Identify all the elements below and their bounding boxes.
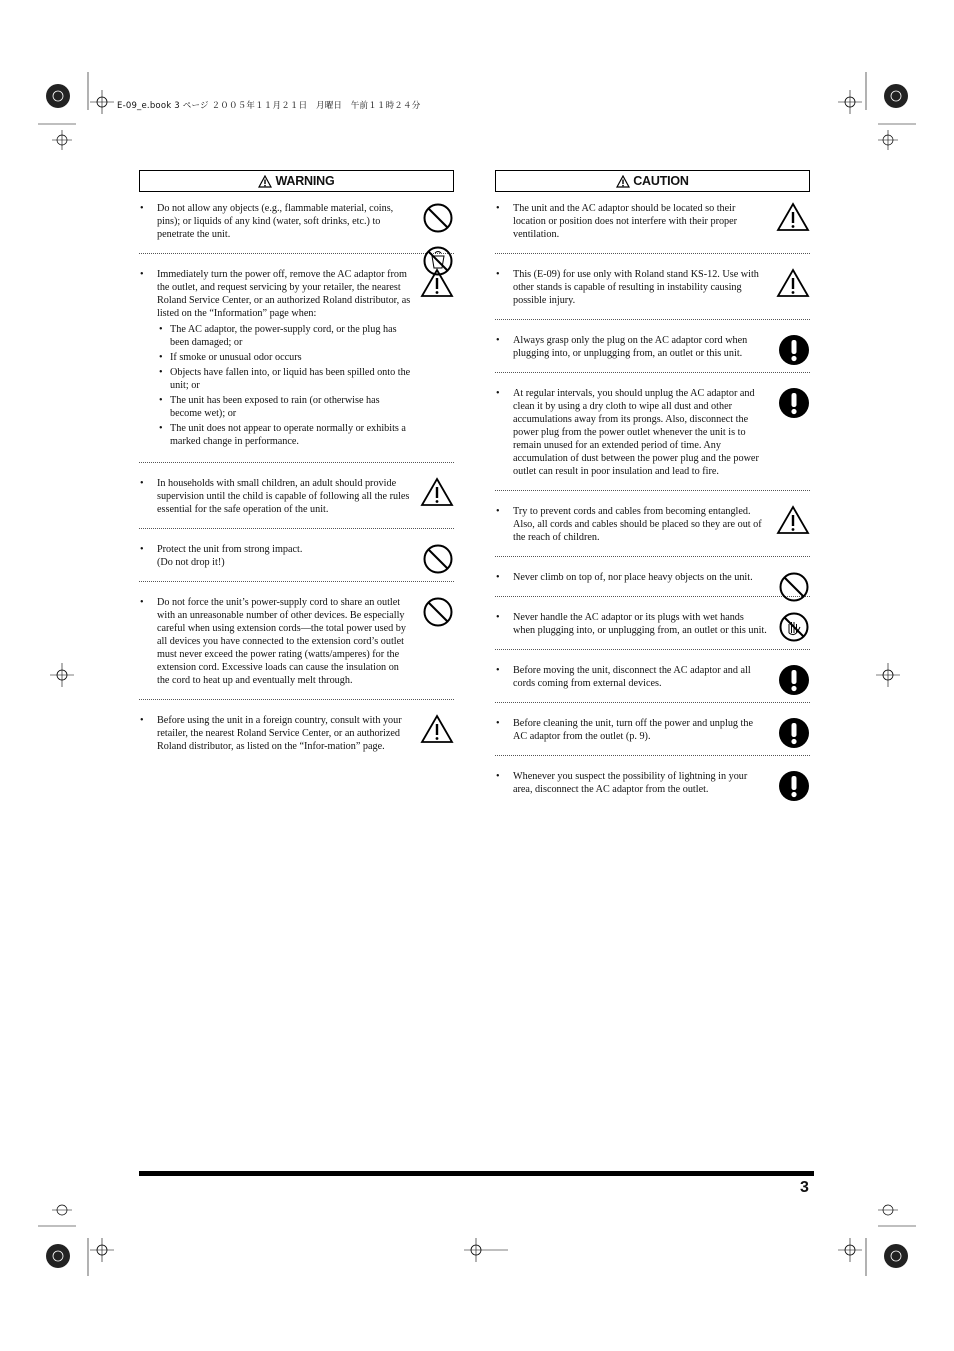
caution-triangle-icon <box>420 477 454 512</box>
caution-item-icons <box>778 611 810 648</box>
warning-item <box>139 582 454 700</box>
caution-triangle-icon <box>776 202 810 237</box>
warning-item <box>139 463 454 529</box>
warning-item-icons <box>422 596 454 633</box>
caution-item-icons <box>776 505 810 540</box>
warning-title: WARNING <box>275 174 335 188</box>
caution-triangle-icon <box>420 268 454 303</box>
warning-item <box>139 529 454 582</box>
warning-item <box>139 700 454 765</box>
caution-item-icons <box>778 664 810 701</box>
caution-item-icons <box>778 770 810 807</box>
warning-item <box>139 254 454 463</box>
no-wet-hands-icon <box>778 611 810 648</box>
footer-rule <box>139 1171 814 1176</box>
sub-list-item: • Objects have fallen into, or liquid has been spilled onto the unit; or <box>157 366 412 392</box>
mandatory-icon <box>778 664 810 701</box>
sub-list-item: • The unit does not appear to operate normally or exhibits a marked change in performance. <box>157 422 412 448</box>
mandatory-icon <box>778 717 810 754</box>
mandatory-icon <box>778 334 810 371</box>
caution-list <box>495 192 810 808</box>
warning-item-text: • Before using the unit in a foreign country, consult with your retailer, the nearest Roland Service Center, or an authorized Roland distributor, as listed on the “Infor-mation” page. <box>139 714 454 753</box>
caution-item <box>495 192 810 254</box>
caution-triangle-icon <box>776 268 810 303</box>
caution-item <box>495 557 810 597</box>
file-info-header: E-09_e.book 3 ページ ２００５年１１月２１日 月曜日 午前１１時２４分 <box>117 101 421 111</box>
warning-item-icons <box>420 477 454 512</box>
crosshair-mark <box>50 663 74 687</box>
warning-item-text: • Do not allow any objects (e.g., flammable material, coins, pins); or liquids of any kind (water, soft drinks, etc.) to penetrate the unit. <box>139 202 454 241</box>
caution-item-text: • Before cleaning the unit, turn off the power and unplug the AC adaptor from the outlet (p. 9). <box>495 717 810 743</box>
caution-item-icons <box>778 334 810 371</box>
caution-item <box>495 491 810 557</box>
prohibited-icon <box>422 596 454 633</box>
caution-item <box>495 254 810 320</box>
caution-item-text: • Always grasp only the plug on the AC adaptor cord when plugging into, or unplugging from, an outlet or this unit. <box>495 334 810 360</box>
caution-title-box <box>495 170 810 192</box>
warning-list <box>139 192 454 765</box>
caution-triangle-icon <box>420 714 454 749</box>
caution-item-text: • Never handle the AC adaptor or its plugs with wet hands when plugging into, or unplugging from, an outlet or this unit. <box>495 611 810 637</box>
registration-mark-bottom-right <box>836 1198 916 1278</box>
caution-triangle-icon <box>258 175 272 188</box>
warning-item-text: • Do not force the unit’s power-supply cord to share an outlet with an unreasonable number of other devices. Be especially careful when using extension cords—the total power used by all devices you have connected to the extension cord’s outlet must never exceed the power rating (watts/amperes) for the extension cord. Excessive loads can cause the insulation on the cord to heat up and eventually melt through. <box>139 596 454 687</box>
crosshair-mark <box>90 1238 114 1262</box>
caution-item-text: • The unit and the AC adaptor should be located so their location or position does not interfere with their proper ventilation. <box>495 202 810 241</box>
caution-item-text: • At regular intervals, you should unplug the AC adaptor and clean it by using a dry cloth to wipe all dust and other accumulations away from its prongs. Also, disconnect the power plug from the power outlet whenever the unit is to remain unused for an extended period of time. Any accumulation of dust between the power plug and the power outlet can result in poor insulation and lead to fire. <box>495 387 810 478</box>
caution-item-text: • This (E-09) for use only with Roland stand KS-12. Use with other stands is capable of resulting in instability causing possible injury. <box>495 268 810 307</box>
warning-sub-list <box>157 323 412 448</box>
caution-column <box>495 170 810 808</box>
warning-item-text: • In households with small children, an adult should provide supervision until the child is capable of following all the rules essential for the safe operation of the unit. <box>139 477 454 516</box>
prohibited-icon <box>422 202 454 239</box>
warning-item <box>139 192 454 254</box>
caution-item <box>495 597 810 650</box>
mandatory-icon <box>778 387 810 424</box>
warning-item-icons <box>420 268 454 303</box>
crosshair-mark <box>876 663 900 687</box>
caution-item-text: • Never climb on top of, nor place heavy objects on the unit. <box>495 571 810 584</box>
caution-triangle-icon <box>616 175 630 188</box>
sub-list-item: • The AC adaptor, the power-supply cord, or the plug has been damaged; or <box>157 323 412 349</box>
caution-item <box>495 703 810 756</box>
prohibited-icon <box>422 543 454 580</box>
caution-item-icons <box>776 268 810 303</box>
warning-column <box>139 170 454 765</box>
warning-item-text: • Protect the unit from strong impact. (Do not drop it!) <box>139 543 454 569</box>
sub-list-item: • If smoke or unusual odor occurs <box>157 351 412 364</box>
caution-item <box>495 373 810 491</box>
caution-item-icons <box>778 717 810 754</box>
crosshair-mark <box>90 90 114 114</box>
caution-triangle-icon <box>776 505 810 540</box>
caution-item-icons <box>776 202 810 237</box>
caution-item-text: • Whenever you suspect the possibility of lightning in your area, disconnect the AC adaptor from the outlet. <box>495 770 810 796</box>
warning-item-icons <box>422 543 454 580</box>
caution-item-text: • Before moving the unit, disconnect the AC adaptor and all cords coming from external devices. <box>495 664 810 690</box>
crosshair-mark <box>838 90 862 114</box>
crosshair-mark <box>464 1238 508 1262</box>
caution-item-icons <box>778 387 810 424</box>
caution-item <box>495 650 810 703</box>
warning-title-box <box>139 170 454 192</box>
caution-item <box>495 756 810 808</box>
warning-item-icons <box>420 714 454 749</box>
caution-title: CAUTION <box>633 174 689 188</box>
caution-item <box>495 320 810 373</box>
page-number: 3 <box>800 1179 809 1196</box>
mandatory-icon <box>778 770 810 807</box>
warning-item-text: • Immediately turn the power off, remove the AC adaptor from the outlet, and request servicing by your retailer, the nearest Roland Service Center, or an authorized Roland distributor, as listed on the “Information” page when: • The AC adaptor, the power-supply cord, or the plug has been damaged; or • If smoke or unusual odor occurs • Objects have fallen into, or liquid has been spilled onto the unit; or • The unit has been exposed to rain (or otherwise has become wet); or • The unit does not appear to operate normally or exhibits a marked change in performance. <box>139 268 454 448</box>
sub-list-item: • The unit has been exposed to rain (or otherwise has become wet); or <box>157 394 412 420</box>
caution-item-text: • Try to prevent cords and cables from becoming entangled. Also, all cords and cables should be placed so they are out of the reach of children. <box>495 505 810 544</box>
